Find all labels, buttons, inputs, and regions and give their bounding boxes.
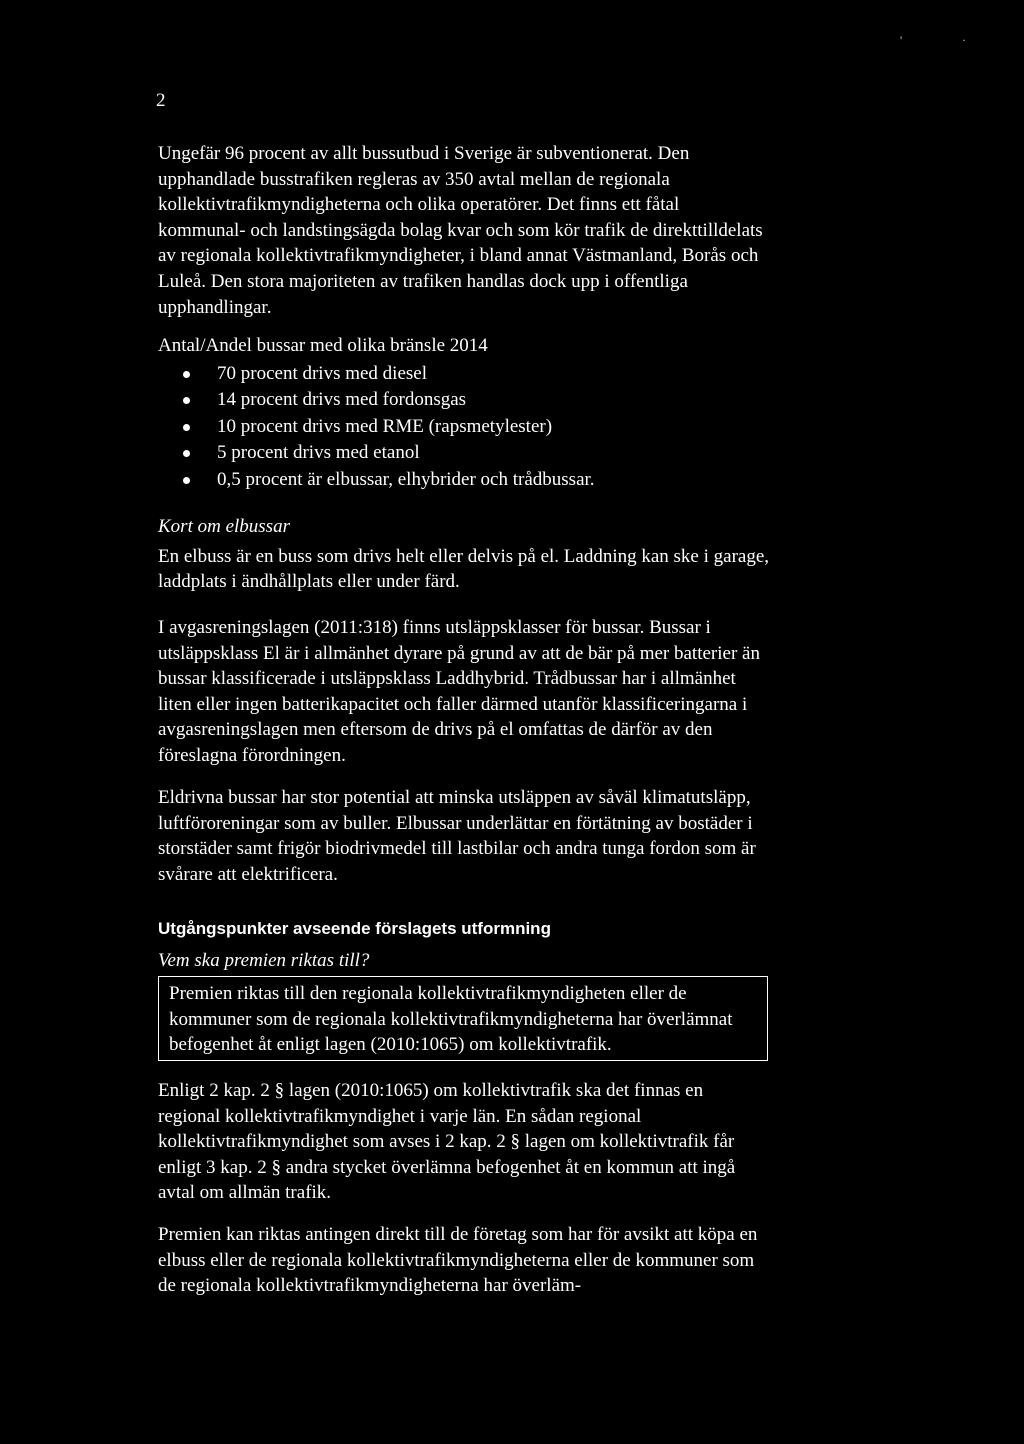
scan-artifact-mark: · [962, 33, 966, 47]
eldrivna-paragraph: Eldrivna bussar har stor potential att minska utsläppen av såväl klimatutsläpp, luftföroreningar som av buller. Elbussar underlättar en förtätning av bostäder i storstäder samt frigör biodrivmedel till lastbilar och andra tunga fordon som är svårare att elektrificera. [158, 787, 756, 885]
proposal-box [158, 976, 768, 1061]
question-heading: Vem ska premien riktas till? [158, 950, 370, 971]
scan-artifact-mark: ' [900, 33, 903, 47]
bullet-icon [183, 397, 190, 404]
enligt-paragraph: Enligt 2 kap. 2 § lagen (2010:1065) om kollektivtrafik ska det finnas en regional kollektivtrafikmyndighet i varje län. En sådan regional kollektivtrafikmyndighet som avses i 2 kap. 2 § lagen om kollektivtrafik får enligt 3 kap. 2 § andra stycket överlämna befogenhet åt en kommun att ingå avtal om allmän trafik. [158, 1080, 736, 1204]
fuel-list [158, 361, 770, 494]
fact-box-heading: Kort om elbussar [158, 516, 290, 537]
bullet-icon [183, 424, 190, 431]
avgas-paragraph: I avgasreningslagen (2011:318) finns utsläppsklasser för bussar. Bussar i utsläppsklass El är i allmänhet dyrare på grund av att de bär på mer batterier än bussar klassificerade i utsläppsklass Laddhybrid. Trådbussar har i allmänhet liten eller ingen batterikapacitet och faller därmed utanför klassificeringarna i avgasreningslagen men eftersom de drivs på el omfattas de därför av den föreslagna förordningen. [158, 617, 760, 766]
fuel-list-section [158, 333, 770, 493]
bullet-icon [183, 450, 190, 457]
premien-paragraph: Premien kan riktas antingen direkt till de företag som har för avsikt att köpa en elbuss eller de regionala kollektivtrafikmyndigheterna eller de kommuner som de regionala kollektivtrafikmyndigheterna har överläm- [158, 1224, 758, 1297]
list-item: 10 procent drivs med RME (rapsmetylester) [158, 414, 770, 441]
intro-paragraph: Ungefär 96 procent av allt bussutbud i Sverige är subventionerat. Den upphandlade busstrafiken regleras av 350 avtal mellan de regionala kollektivtrafikmyndigheterna och olika operatörer. Det finns ett fåtal kommunal- och landstingsägda bolag kvar och som kör trafik de direkttilldelats av regionala kollektivtrafikmyndigheter, i bland annat Västmanland, Borås och Luleå. Den stora majoriteten av trafiken handlas dock upp i offentliga upphandlingar. [158, 143, 763, 318]
list-item: 70 procent drivs med diesel [158, 361, 770, 388]
list-item: 14 procent drivs med fordonsgas [158, 387, 770, 414]
fact-box-text: En elbuss är en buss som drivs helt eller delvis på el. Laddning kan ske i garage, laddplats i ändhållplats eller under färd. [158, 545, 770, 593]
bullet-icon [183, 371, 190, 378]
list-item: 0,5 procent är elbussar, elhybrider och trådbussar. [158, 467, 770, 494]
page-number: 2 [156, 90, 166, 111]
bullet-icon [183, 477, 190, 484]
section-heading: Utgångspunkter avseende förslagets utformning [158, 919, 551, 938]
list-item: 5 procent drivs med etanol [158, 440, 770, 467]
fact-box-elbussar [158, 514, 770, 595]
proposal-text: Premien riktas till den regionala kollektivtrafikmyndigheten eller de kommuner som de regionala kollektivtrafikmyndigheterna har överlämnat befogenhet åt enligt lagen (2010:1065) om kollektivtrafik. [169, 983, 733, 1056]
fuel-list-lead: Antal/Andel bussar med olika bränsle 2014 [158, 335, 488, 356]
